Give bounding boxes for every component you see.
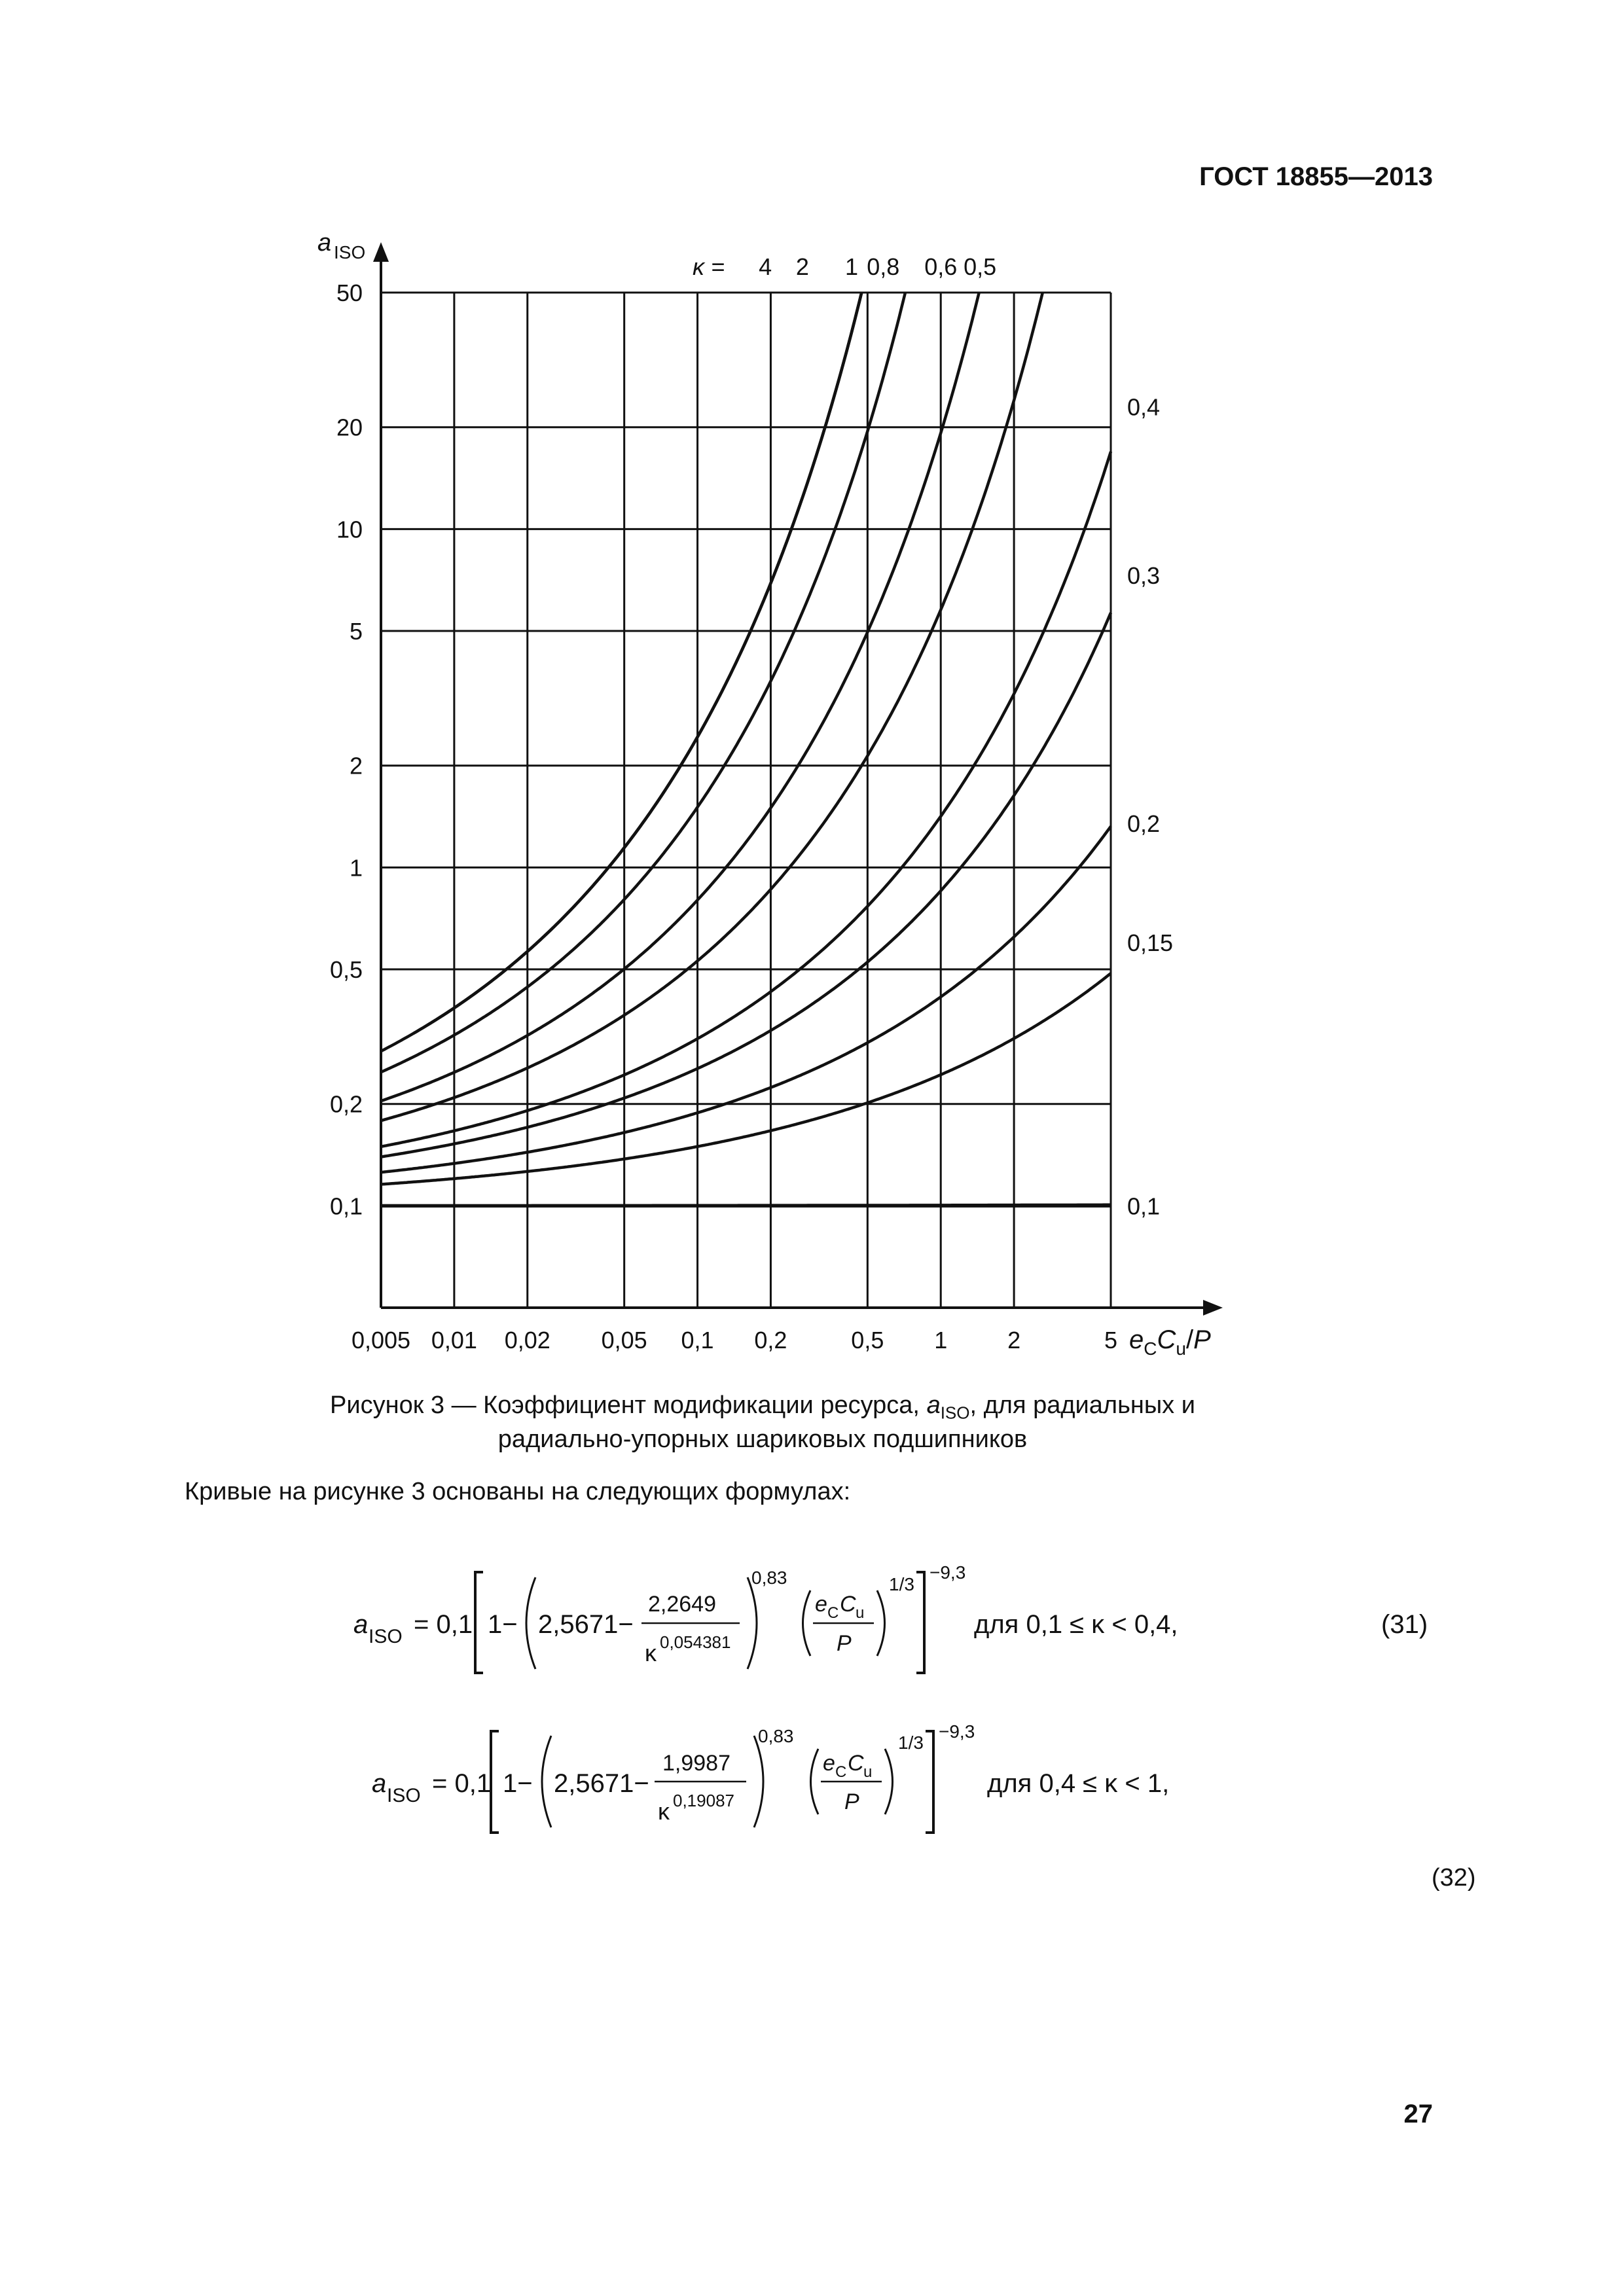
- svg-text:= 0,1: = 0,1: [414, 1610, 473, 1639]
- kappa-top-label: 2: [795, 253, 809, 280]
- chart-curves: [381, 293, 1111, 1206]
- curve-kappa: [414, 293, 862, 1033]
- svg-text:C: C: [840, 1592, 856, 1617]
- x-tick-label: 0,01: [431, 1327, 477, 1354]
- y-tick-label: 0,2: [329, 1090, 363, 1118]
- svg-text:κ: κ: [658, 1798, 670, 1825]
- y-axis-arrow: [373, 242, 389, 262]
- svg-text:−9,3: −9,3: [939, 1721, 975, 1742]
- curve-kappa: [381, 452, 1111, 1147]
- svg-text:C: C: [835, 1763, 847, 1781]
- svg-text:0,83: 0,83: [751, 1568, 787, 1588]
- svg-text:для 0,1 ≤ κ < 0,4,: для 0,1 ≤ κ < 0,4,: [974, 1610, 1178, 1639]
- page-number: 27: [1403, 2100, 1433, 2128]
- y-tick-label: 0,1: [329, 1193, 363, 1220]
- svg-text:u: u: [856, 1604, 865, 1622]
- x-tick-label: 5: [1104, 1327, 1118, 1354]
- svg-text:1,9987: 1,9987: [662, 1751, 731, 1776]
- svg-text:2,5671−: 2,5671−: [554, 1769, 649, 1798]
- svg-text:ISO: ISO: [369, 1626, 403, 1647]
- x-tick-label: 2: [1007, 1327, 1021, 1354]
- svg-text:(31): (31): [1381, 1610, 1428, 1639]
- svg-text:2,2649: 2,2649: [648, 1592, 716, 1617]
- svg-text:0,054381: 0,054381: [660, 1632, 731, 1652]
- standard-header: ГОСТ 18855—2013: [1199, 162, 1433, 191]
- svg-text:1−: 1−: [503, 1769, 533, 1798]
- kappa-prefix: κ =: [693, 253, 725, 280]
- svg-text:1/3: 1/3: [889, 1574, 914, 1594]
- kappa-right-label: 0,15: [1127, 929, 1174, 957]
- x-tick-label: 0,1: [681, 1327, 714, 1354]
- equation-31: [353, 1562, 1428, 1673]
- svg-text:e: e: [815, 1592, 827, 1617]
- svg-text:1−: 1−: [488, 1610, 518, 1639]
- kappa-right-label: 0,1: [1127, 1193, 1161, 1220]
- y-tick-label: 5: [349, 618, 363, 645]
- x-tick-label: 1: [934, 1327, 948, 1354]
- svg-text:для 0,4 ≤ κ < 1,: для 0,4 ≤ κ < 1,: [987, 1769, 1170, 1798]
- figure-caption-line2: радиально-упорных шариковых подшипников: [497, 1426, 1028, 1453]
- curve-kappa: [381, 973, 1111, 1184]
- svg-text:u: u: [863, 1763, 873, 1781]
- y-tick-label: 10: [336, 516, 363, 543]
- kappa-right-label: 0,4: [1127, 393, 1161, 421]
- figure-caption-line1: Рисунок 3 — Коэффициент модификации ресурса, $a_{ISO}$, для радиальных и: [330, 1391, 1195, 1423]
- svg-text:0,83: 0,83: [758, 1726, 794, 1746]
- svg-text:C: C: [848, 1751, 864, 1776]
- x-tick-label: 0,5: [851, 1327, 884, 1354]
- svg-text:a: a: [372, 1769, 387, 1798]
- y-tick-label: 1: [349, 854, 363, 882]
- y-axis-label-sub: ISO: [334, 242, 366, 262]
- kappa-top-label: 0,5: [964, 253, 997, 280]
- y-tick-label: 2: [349, 752, 363, 780]
- x-tick-label: 0,005: [351, 1327, 411, 1354]
- x-tick-label: 0,02: [504, 1327, 550, 1354]
- kappa-right-label: 0,3: [1127, 562, 1161, 590]
- curve-kappa: [381, 293, 905, 1072]
- x-tick-label: 0,2: [754, 1327, 787, 1354]
- x-axis-label: $e_CC_u/P$: [1129, 1325, 1211, 1359]
- svg-text:−9,3: −9,3: [929, 1562, 966, 1583]
- svg-text:e: e: [823, 1751, 835, 1776]
- kappa-top-label: 1: [844, 253, 859, 280]
- curve-kappa: [428, 293, 862, 1025]
- kappa-right-label: 0,2: [1127, 810, 1161, 837]
- svg-text:0,19087: 0,19087: [673, 1791, 734, 1810]
- svg-text:C: C: [827, 1604, 839, 1622]
- svg-text:P: P: [844, 1789, 859, 1814]
- curve-kappa: [381, 613, 1111, 1157]
- kappa-top-label: 0,8: [867, 253, 900, 280]
- equation-32: [372, 1721, 1169, 1833]
- equation-32-number: (32): [1432, 1864, 1476, 1892]
- svg-text:a: a: [353, 1610, 369, 1639]
- formulas-intro: Кривые на рисунке 3 основаны на следующих формулах:: [185, 1478, 851, 1505]
- x-axis-arrow: [1203, 1300, 1223, 1316]
- y-tick-label: 0,5: [329, 956, 363, 983]
- chart-axes: [373, 242, 1223, 1316]
- y-axis-label: a: [317, 229, 332, 257]
- chart-labels: [317, 229, 1211, 1359]
- svg-text:2,5671−: 2,5671−: [538, 1610, 634, 1639]
- kappa-top-label: 4: [759, 253, 772, 280]
- curve-kappa: [381, 293, 861, 1051]
- x-tick-label: 0,05: [601, 1327, 647, 1354]
- svg-text:= 0,1: = 0,1: [432, 1769, 492, 1798]
- svg-text:1/3: 1/3: [898, 1732, 924, 1753]
- curve-kappa: [381, 293, 979, 1101]
- y-tick-label: 50: [336, 279, 363, 306]
- svg-text:P: P: [837, 1631, 852, 1656]
- kappa-top-label: 0,6: [924, 253, 958, 280]
- svg-text:κ: κ: [645, 1640, 657, 1666]
- y-tick-label: 20: [336, 414, 363, 441]
- curve-kappa: [381, 1205, 1111, 1206]
- svg-text:ISO: ISO: [387, 1785, 421, 1806]
